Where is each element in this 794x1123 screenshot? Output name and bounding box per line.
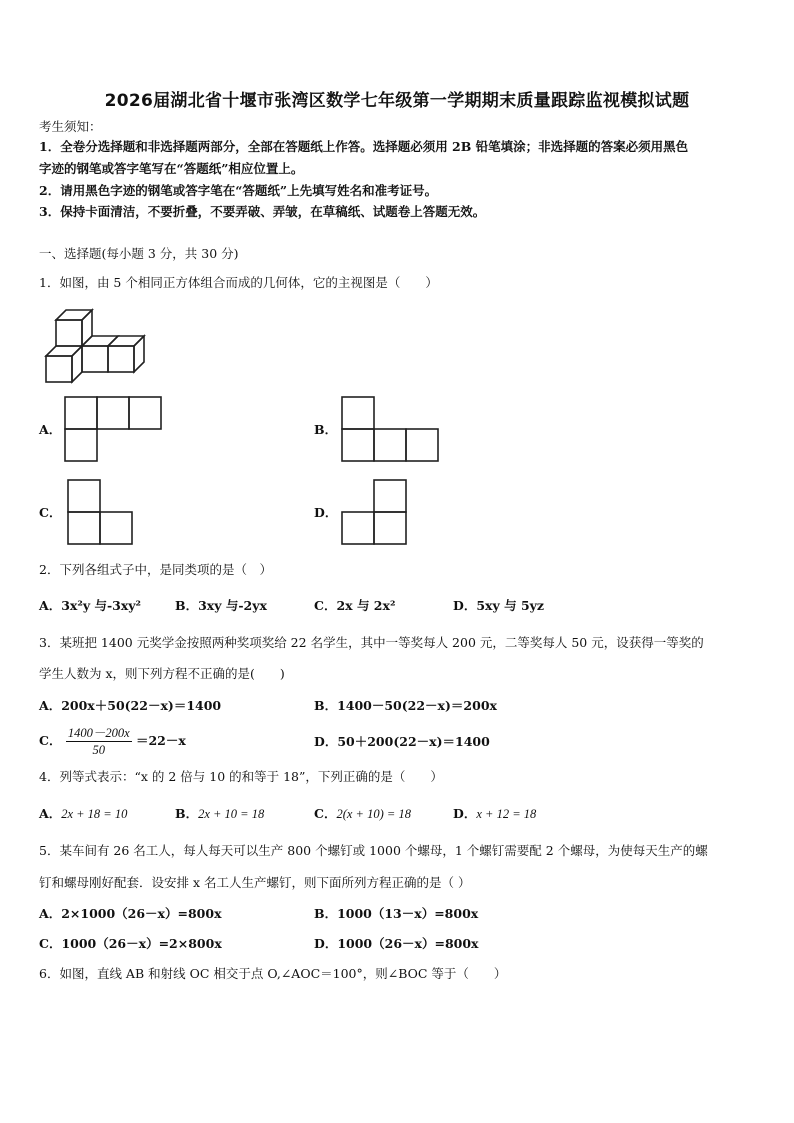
q4-option-c-label: C． xyxy=(314,806,337,821)
q4-option-b-label: B． xyxy=(175,806,199,821)
q6-stem: 6．如图，直线 AB 和射线 OC 相交于点 O,∠AOC＝100°，则∠BOC 等于（ ） xyxy=(39,966,507,981)
q3-option-a[interactable]: A．200x＋50(22－x)＝1400 xyxy=(39,698,222,713)
q1-option-d-figure xyxy=(341,479,411,545)
q4-option-b-equation: 2x + 10 = 18 xyxy=(198,807,265,821)
q3-option-c-rest: ＝22－x xyxy=(135,733,186,748)
notice-line-1: 1．全卷分选择题和非选择题两部分，全部在答题纸上作答。选择题必须用 2B 铅笔填涂；非选择题的答案必须用黑色 xyxy=(39,139,689,154)
q3-fraction-numerator: 1400－200x xyxy=(67,726,130,740)
q4-option-d-equation: x + 12 = 18 xyxy=(476,807,537,821)
q3-option-d[interactable]: D．50＋200(22－x)＝1400 xyxy=(314,734,490,749)
q2-option-b[interactable]: B．3xy 与-2yx xyxy=(175,598,267,613)
q4-option-c[interactable] xyxy=(314,806,411,822)
q3-option-b[interactable]: B．1400－50(22－x)＝200x xyxy=(314,698,497,713)
q3-stem-line-1: 3．某班把 1400 元奖学金按照两种奖项奖给 22 名学生，其中一等奖每人 200 元，二等奖每人 50 元，设获得一等奖的 xyxy=(39,635,704,650)
q1-option-b-label[interactable]: B． xyxy=(314,422,338,437)
notice-heading: 考生须知： xyxy=(39,119,102,134)
q4-stem: 4．列等式表示：“x 的 2 倍与 10 的和等于 18”，下列正确的是（ ） xyxy=(39,769,443,784)
q1-stem: 1．如图，由 5 个相同正方体组合而成的几何体，它的主视图是（ ） xyxy=(39,275,438,290)
q2-option-a[interactable]: A．3x²y 与-3xy² xyxy=(39,598,142,613)
q4-option-a-equation: 2x + 18 = 10 xyxy=(61,807,128,821)
q5-option-d[interactable]: D．1000（26－x）=800x xyxy=(314,936,479,951)
notice-line-2: 字迹的钢笔或答字笔写在“答题纸”相应位置上。 xyxy=(39,161,304,176)
q5-option-b[interactable]: B．1000（13－x）=800x xyxy=(314,906,479,921)
q2-stem: 2．下列各组式子中，是同类项的是（ ） xyxy=(39,562,272,577)
q3-fraction-denominator: 50 xyxy=(92,743,105,757)
q3-option-c-label: C． xyxy=(39,733,62,748)
q4-option-d-label: D． xyxy=(453,806,477,821)
q2-option-d[interactable]: D．5xy 与 5yz xyxy=(453,598,545,613)
q3-stem-line-2: 学生人数为 x，则下列方程不正确的是( ) xyxy=(39,666,285,681)
q4-option-b[interactable] xyxy=(175,806,264,822)
q5-option-c[interactable]: C．1000（26－x）=2×800x xyxy=(39,936,222,951)
q1-option-b-figure xyxy=(341,396,441,462)
q1-option-a-label[interactable]: A． xyxy=(39,422,62,437)
notice-line-3: 2．请用黑色字迹的钢笔或答字笔在“答题纸”上先填写姓名和准考证号。 xyxy=(39,183,438,198)
q5-stem-line-1: 5．某车间有 26 名工人，每人每天可以生产 800 个螺钉或 1000 个螺母，1 个螺钉需要配 2 个螺母，为使每天生产的螺 xyxy=(39,843,708,858)
q4-option-d[interactable] xyxy=(453,806,536,822)
q4-option-a[interactable] xyxy=(39,806,127,822)
q5-stem-line-2: 钉和螺母刚好配套．设安排 x 名工人生产螺钉，则下面所列方程正确的是（ ） xyxy=(39,875,471,890)
q1-option-c-figure xyxy=(67,479,137,545)
q4-option-a-label: A． xyxy=(39,806,62,821)
q1-option-c-label[interactable]: C． xyxy=(39,505,62,520)
q3-option-c[interactable] xyxy=(39,724,186,758)
q1-solid-figure xyxy=(44,308,154,384)
q2-option-c[interactable]: C．2x 与 2x² xyxy=(314,598,396,613)
q4-option-c-equation: 2(x + 10) = 18 xyxy=(336,807,411,821)
q3-option-c-fraction xyxy=(66,725,132,758)
q1-option-a-figure xyxy=(64,396,164,462)
section-heading: 一、选择题(每小题 3 分，共 30 分) xyxy=(39,246,239,261)
notice-line-4: 3．保持卡面清洁，不要折叠，不要弄破、弄皱，在草稿纸、试题卷上答题无效。 xyxy=(39,204,486,219)
exam-title: 2026届湖北省十堰市张湾区数学七年级第一学期期末质量跟踪监视模拟试题 xyxy=(104,91,690,111)
q5-option-a[interactable]: A．2×1000（26－x）=800x xyxy=(39,906,222,921)
q1-option-d-label[interactable]: D． xyxy=(314,505,338,520)
